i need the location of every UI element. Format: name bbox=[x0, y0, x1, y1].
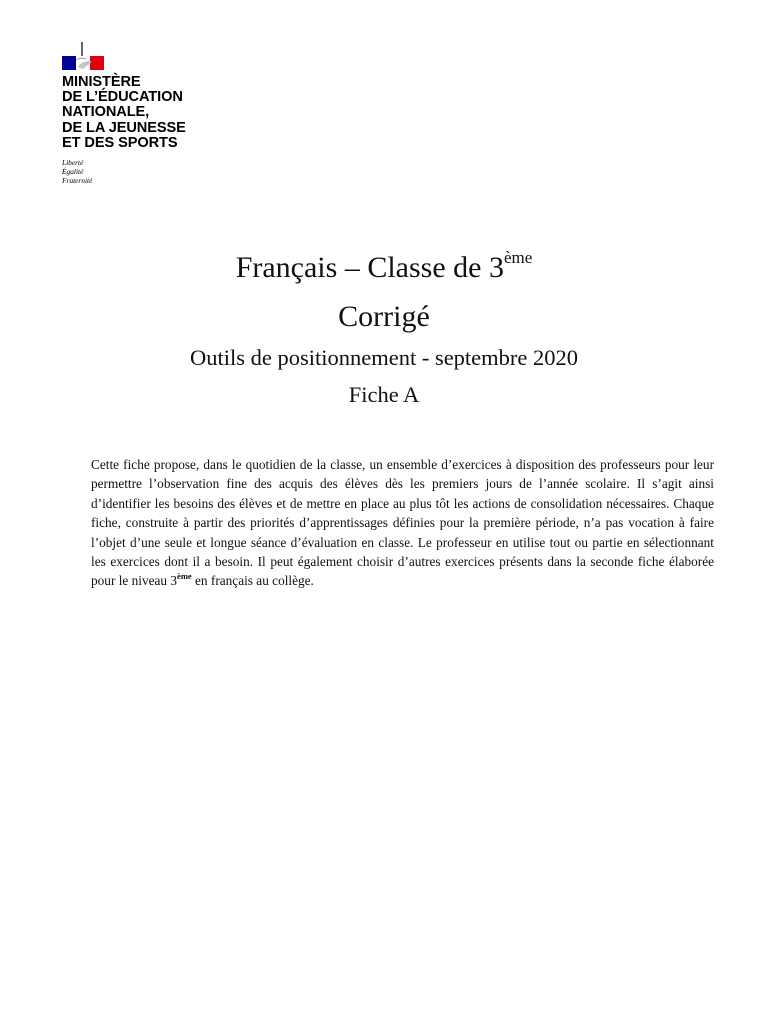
ministry-name bbox=[62, 75, 222, 151]
intro-text-end: en français au collège. bbox=[191, 573, 314, 589]
motto-line: Liberté bbox=[62, 158, 84, 168]
marianne-flag-icon bbox=[62, 42, 106, 74]
ministry-line: DE L’ÉDUCATION bbox=[62, 89, 183, 106]
ministry-line: ET DES SPORTS bbox=[62, 134, 178, 151]
flag-red-band bbox=[90, 56, 104, 70]
motto-line: Fraternité bbox=[62, 176, 93, 186]
flag-blue-band bbox=[62, 56, 76, 70]
ministry-logo bbox=[62, 42, 222, 186]
page-title-text: Français – Classe de 3 bbox=[235, 251, 504, 284]
corrige-heading: Corrigé bbox=[338, 300, 430, 333]
page-title-superscript: ème bbox=[503, 248, 533, 267]
fiche-label: Fiche A bbox=[348, 382, 420, 407]
title-block bbox=[0, 248, 768, 410]
intro-text: Cette fiche propose, dans le quotidien de la classe, un ensemble d’exercices à disposition des professeurs pour leur permettre l’observation fine des acquis des élèves dès les premiers jours de l’année scolaire. Il s’agit ainsi d’identifier les besoins des élèves et de mettre en place au plus tôt les actions de consolidation nécessaires. Chaque fiche, construite à partir des priorités d’apprentissages définies pour la première période, n’a pas vocation à faire l’objet d’une seule et longue séance d’évaluation en classe. Le professeur en utilise tout ou partie en sélectionnant les exercices dont il a besoin. Il peut également choisir d’autres exercices présents dans la seconde fiche élaborée pour le niveau 3 bbox=[91, 457, 714, 589]
subtitle: Outils de positionnement - septembre 2020 bbox=[189, 345, 579, 370]
intro-paragraph bbox=[91, 455, 714, 591]
ministry-line: NATIONALE, bbox=[62, 104, 150, 121]
motto-line: Égalité bbox=[62, 167, 84, 177]
ministry-line: DE LA JEUNESSE bbox=[62, 119, 186, 136]
ministry-line: MINISTÈRE bbox=[62, 74, 141, 90]
intro-superscript: ème bbox=[177, 571, 192, 582]
page-title bbox=[0, 248, 768, 288]
republic-motto bbox=[62, 158, 222, 186]
